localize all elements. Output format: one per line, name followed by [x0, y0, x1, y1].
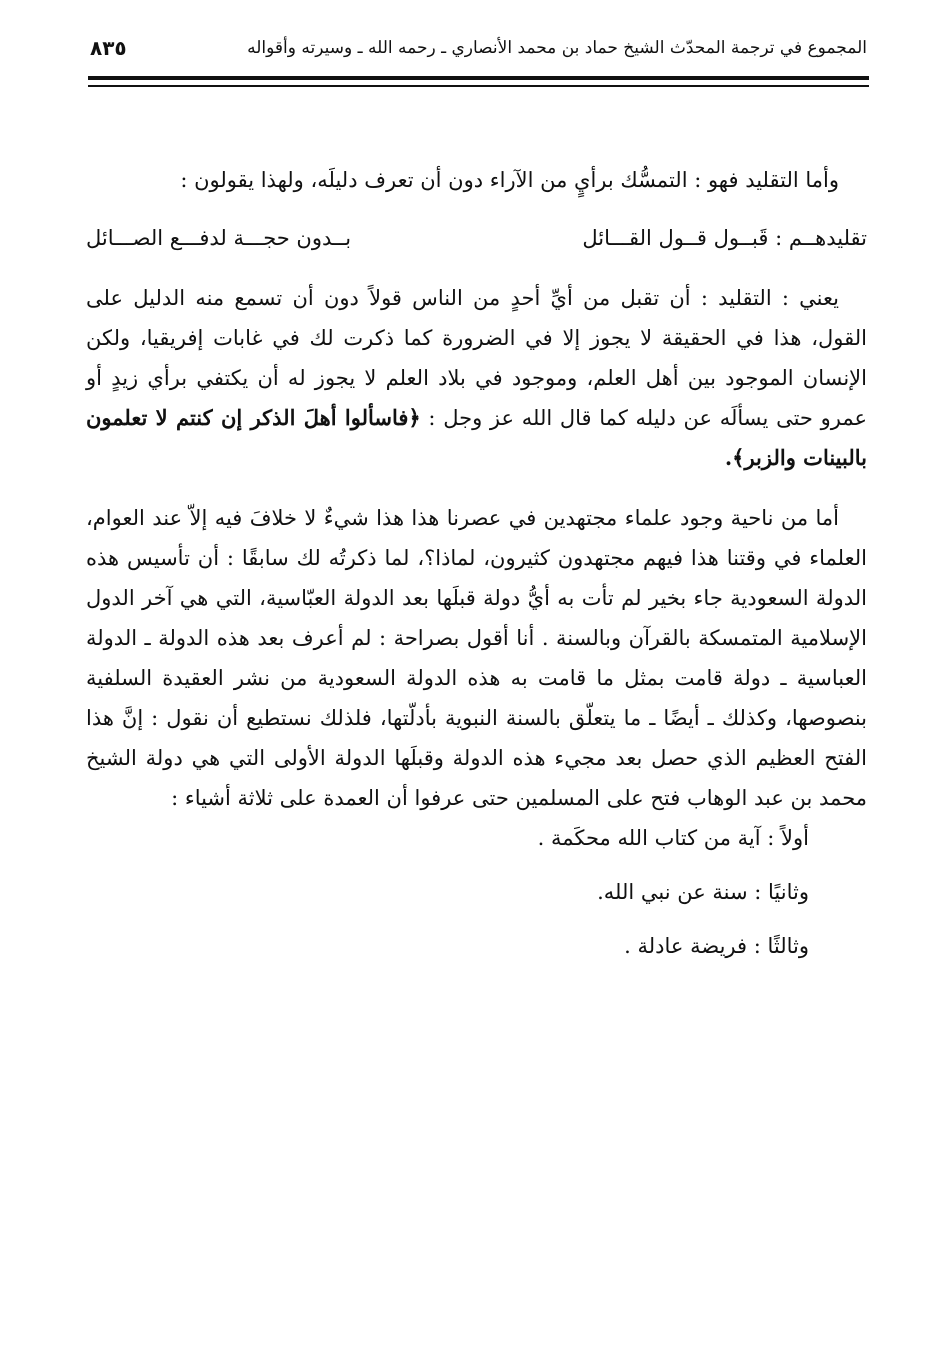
paragraph-taqlid-explanation: [86, 278, 867, 478]
page-number: ٨٣٥: [90, 36, 127, 60]
paragraph-text: يعني : التقليد : أن تقبل من أيِّ أحدٍ من الناس قولاً دون أن تسمع منه الدليل على القول، هذا في الحقيقة لا يجوز إلا في الضرورة كما ذكرت لك في غابات إفريقيا، ولكن الإنسان الموجود بين أهل العلم، وموجود في بلاد العلم لا يجوز له أن يكتفي برأي زيدٍ أو عمرو حتى يسألَه عن دليله كما قال الله عز وجل :: [86, 286, 867, 430]
list-item: أولاً : آية من كتاب الله محكَمة .: [537, 826, 809, 850]
list-item: وثالثًا : فريضة عادلة .: [624, 934, 809, 958]
verse-second-hemistich: بــدون حجـــة لدفـــع الصـــائل: [86, 226, 352, 250]
header-rule-thick: [88, 76, 869, 80]
paragraph-mujtahidun: أما من ناحية وجود علماء مجتهدين في عصرنا هذا هذا شيءٌ لا خلافَ فيه إلاّ عند العوام، العلماء في وقتنا هذا فيهم مجتهدون كثيرون، لماذا؟، لما ذكرتُه لك سابقًا : أن تأسيس هذه الدولة السعودية جاء بخير لم تأت به أيُّ دولة قبلَها بعد الدولة العبّاسية، التي هي آخر الدول الإسلامية المتمسكة بالقرآن وبالسنة . أنا أقول بصراحة : لم أعرف بعد هذه الدولة ـ الدولة العباسية ـ دولة قامت بمثل ما قامت به هذه الدولة السعودية من نشر العقيدة السلفية بنصوصها، وكذلك ـ أيضًا ـ ما يتعلّق بالسنة النبوية بأدلّتها، فلذلك نستطيع أن نقول : إنَّ هذا الفتح العظيم الذي حصل بعد مجيء هذه الدولة وقبلَها الدولة الأولى التي هي دولة الشيخ محمد بن عبد الوهاب فتح على المسلمين حتى عرفوا أن العمدة على ثلاثة أشياء :: [86, 506, 867, 810]
verse-first-hemistich: تقليدهــم : قَبــول قــول القـــائل: [582, 226, 867, 250]
header-rule-thin: [88, 85, 869, 87]
page-content: [86, 160, 867, 980]
quran-quote: ﴿فاسألوا أهلَ الذكر إن كنتم لا تعلمون بالبينات والزبر﴾.: [86, 405, 867, 470]
list-item: وثانيًا : سنة عن نبي الله.: [597, 880, 809, 904]
paragraph-gap: [86, 478, 867, 498]
running-header: [90, 30, 867, 66]
three-sources-list: [86, 818, 867, 966]
running-title: المجموع في ترجمة المحدّث الشيخ حماد بن محمد الأنصاري ـ رحمه الله ـ وسيرته وأقواله: [247, 38, 867, 58]
poem-verse: [86, 218, 867, 258]
paragraph-taqlid-definition: وأما التقليد فهو : التمسُّك برأيٍ من الآراء دون أن تعرف دليلَه، ولهذا يقولون :: [180, 168, 839, 192]
